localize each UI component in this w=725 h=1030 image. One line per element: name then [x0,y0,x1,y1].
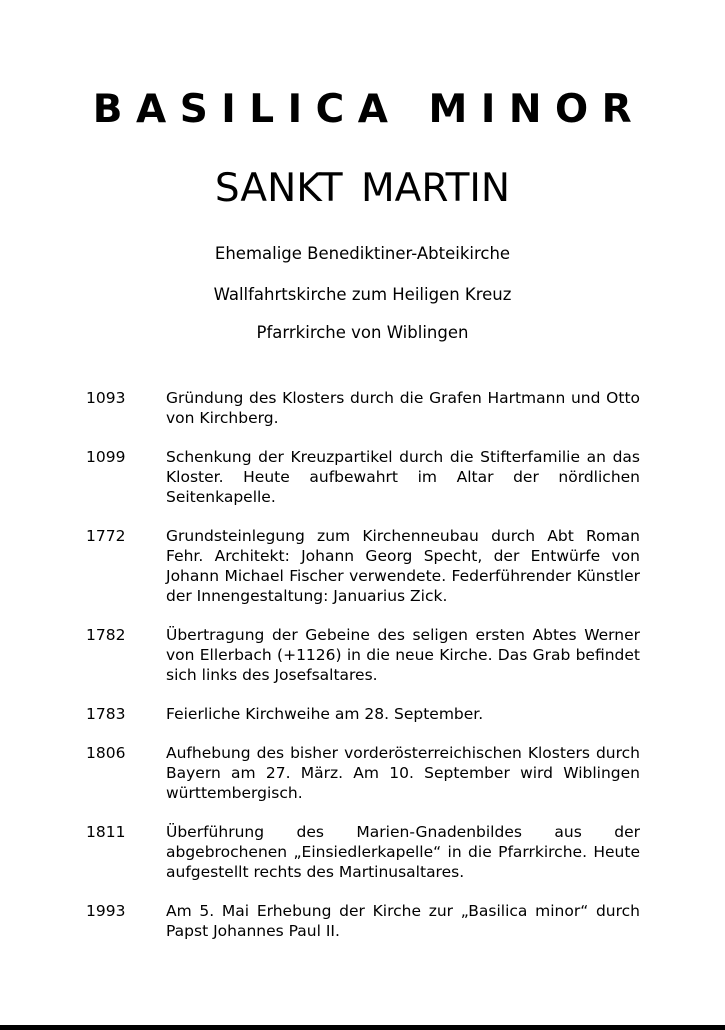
timeline-text: Gründung des Klosters durch die Grafen Hartmann und Otto von Kirchberg. [166,389,640,427]
timeline-year: 1993 [86,902,126,920]
timeline-entry [86,388,646,428]
timeline-year: 1099 [86,448,126,466]
timeline [86,388,646,941]
timeline-text: Schenkung der Kreuzpartikel durch die Stifterfamilie an das Kloster. Heute aufbewahrt im Altar der nördlichen Seitenkapelle. [166,448,640,506]
timeline-year: 1811 [86,823,126,841]
timeline-text: Überführung des Marien-Gnadenbildes aus der abgebrochenen „Einsiedlerkapelle“ in die Pfarrkirche. Heute aufgestellt rechts des Martinusaltares. [166,823,640,881]
subtitle-line-2: Wallfahrtskirche zum Heiligen Kreuz [213,285,512,304]
timeline-year: 1782 [86,626,126,644]
subtitle-line-3: Pfarrkirche von Wiblingen [256,323,469,342]
timeline-entry [86,625,646,685]
page-bottom-edge [0,1025,725,1030]
timeline-year: 1772 [86,527,126,545]
timeline-text: Übertragung der Gebeine des seligen ersten Abtes Werner von Ellerbach (+1126) in die neue Kirche. Das Grab befindet sich links des Josefsaltares. [166,626,640,684]
timeline-year: 1093 [86,389,126,407]
timeline-text: Aufhebung des bisher vorderösterreichischen Klosters durch Bayern am 27. März. Am 10. September wird Wiblingen württembergisch. [166,744,640,802]
timeline-entry [86,447,646,507]
timeline-entry [86,526,646,606]
timeline-entry [86,901,646,941]
timeline-text: Grundsteinlegung zum Kirchenneubau durch Abt Roman Fehr. Architekt: Johann Georg Specht, der Entwürfe von Johann Michael Fischer verwendete. Federführender Künstler der Innengestaltung: Januarius Zick. [166,527,640,605]
timeline-entry [86,704,646,724]
timeline-entry [86,822,646,882]
page-subtitle: SANKT MARTIN [214,166,511,211]
timeline-entry [86,743,646,803]
page-title: BASILICA MINOR [92,87,646,132]
timeline-text: Am 5. Mai Erhebung der Kirche zur „Basilica minor“ durch Papst Johannes Paul II. [166,902,640,940]
timeline-year: 1783 [86,705,126,723]
timeline-text: Feierliche Kirchweihe am 28. September. [166,705,484,723]
timeline-year: 1806 [86,744,126,762]
subtitle-line-1: Ehemalige Benediktiner-Abteikirche [214,244,511,263]
